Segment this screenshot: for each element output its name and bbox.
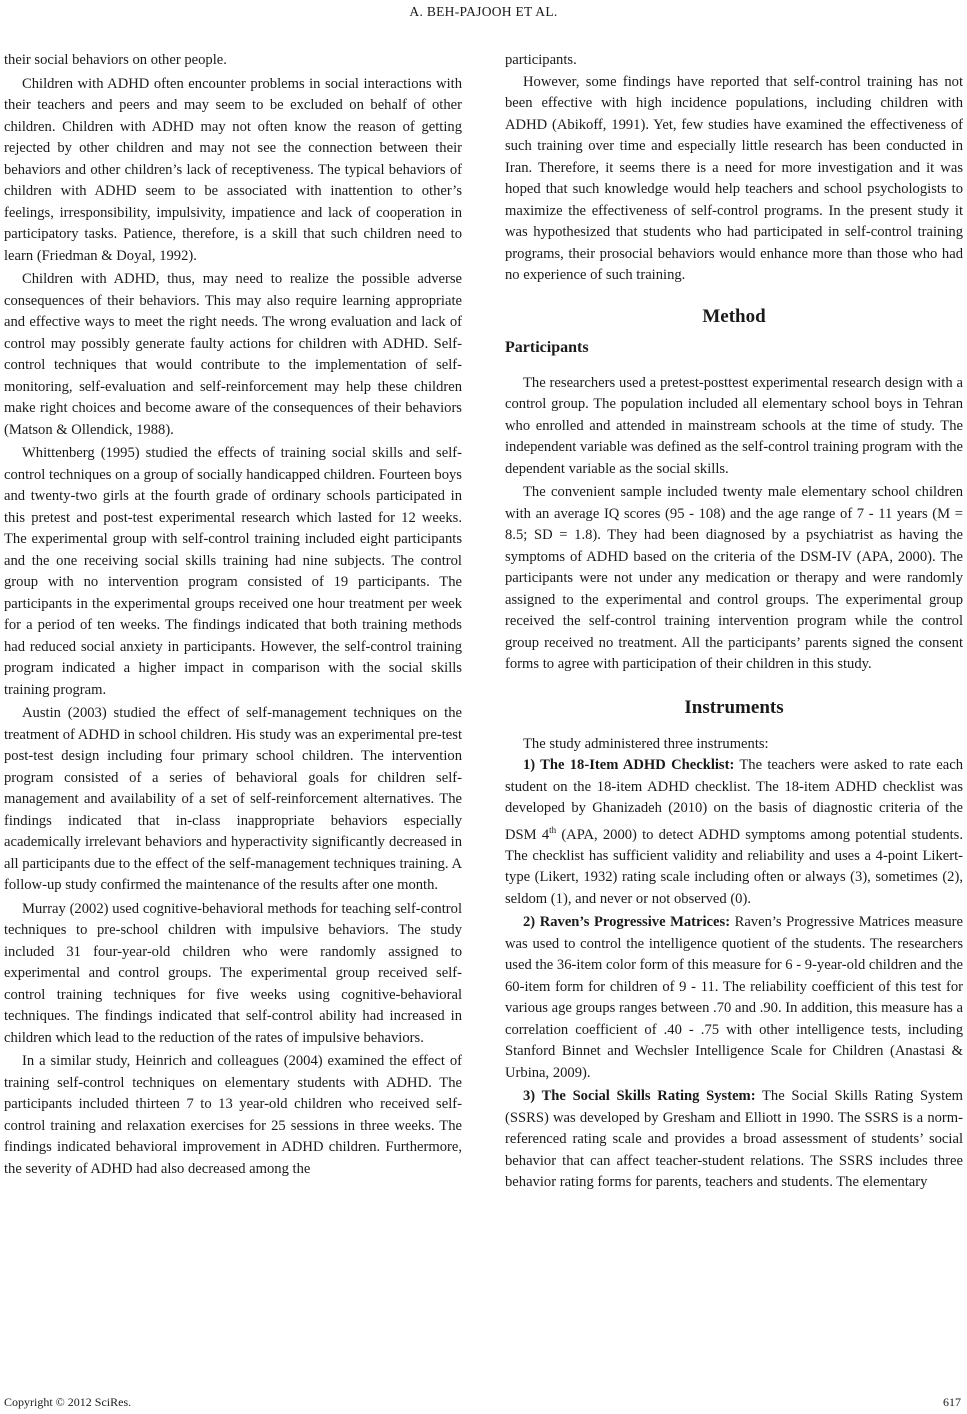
left-column [4, 50, 462, 1180]
instrument-text: The teachers were asked to rate each student on the 18-item ADHD checklist. The 18-item ADHD checklist was developed by Ghanizadeh (2010) on the basis of diagnostic criteria of the DSM 4 [505, 757, 964, 843]
paragraph: However, some findings have reported that self-control training has not been effective with high incidence populations, including children with ADHD (Abikoff, 1991). Yet, few studies have examined the effectiveness of such training over time and especially little research has been conducted in Iran. Therefore, it seems there is a need for more investigation and it was hoped that such knowledge would help teachers and school psychologists to maximize the effectiveness of self-control programs. In the present study it was hypothesized that students who had participated in self-control training programs, their prosocial behaviors would enhance more than those who had no experience of such training. [505, 73, 963, 283]
instrument-text: (APA, 2000) to detect ADHD symptoms among potential students. The checklist has sufficient validity and reliability and uses a 4-point Likert-type (Likert, 1932) rating scale including often or always (3), sometimes (2), seldom (1), and never or not observed (0). [505, 826, 964, 907]
right-column [505, 50, 963, 1194]
footer-page-number: 617 [943, 1395, 961, 1409]
paragraph: Children with ADHD, thus, may need to realize the possible adverse consequences of their behaviors. This may also require learning appropriate and effective ways to meet the right needs. The wrong evaluation and lack of control may possibly generate faulty actions for children with ADHD. Self-control techniques that would contribute to the implementation of self-monitoring, self-evaluation and self-reinforcement may help these children make right choices and become aware of the consequences of their behaviors (Matson & Ollendick, 1988). [4, 271, 462, 438]
running-head: A. BEH-PAJOOH ET AL. [409, 4, 558, 19]
footer-copyright: Copyright © 2012 SciRes. [4, 1395, 132, 1409]
paragraph: participants. [505, 52, 577, 68]
paragraph: In a similar study, Heinrich and colleagues (2004) examined the effect of training self-control techniques on elementary students with ADHD. The participants included thirteen 7 to 13 year-old children who received self-control training and relaxation exercises for 25 sessions in three weeks. The findings indicated behavioral improvement in ADHD children. Furthermore, the severity of ADHD had also decreased among the [4, 1053, 462, 1177]
instrument-text: Raven’s Progressive Matrices measure was used to control the intelligence quotient of the students. The researchers used the 36-item color form of this measure for 6 - 9-year-old children and the 60-item form for children of 9 - 11. The reliability coefficient of this test for various age groups ranges between .70 and .90. In addition, this measure has a correlation coefficient of .40 - .75 with other intelligence tests, including Stanford Binnet and Wechsler Intelligence Scale for Children (Anastasi & Urbina, 2009). [505, 914, 963, 1081]
instrument-label: 2) Raven’s Progressive Matrices: [523, 914, 731, 931]
instrument-text: The Social Skills Rating System (SSRS) was developed by Gresham and Elliott in 1990. The SSRS is a norm-referenced rating scale and provides a broad assessment of students’ social behavior that can affect teacher-student relations. The SSRS includes three behavior rating forms for parents, teachers and students. The elementary [505, 1088, 963, 1191]
paragraph: Austin (2003) studied the effect of self-management techniques on the treatment of ADHD in school children. His study was an experimental pre-test post-test design including four primary school children. The intervention program consisted of a series of behavioral goals for children self-management and availability of a set of self-reinforcement alternatives. The findings indicated that in-class inappropriate behaviors especially academically irrelevant behaviors and hyperactivity significantly decreased in all participants due to the effect of the self-management techniques training. A follow-up study confirmed the maintenance of the results after one month. [4, 705, 462, 893]
subheading-participants: Participants [505, 338, 589, 356]
paragraph: Whittenberg (1995) studied the effects of training social skills and self-control techniques on a group of socially handicapped children. Fourteen boys and twenty-two girls at the fourth grade of ordinary schools participated in this pretest and post-test experimental research which lasted for 12 weeks. The experimental group with self-control training included eight participants and the one receiving social skills training had nine subjects. The control group with no intervention program consisted of 19 participants. The participants in the experimental groups received one hour treatment per week for a period of ten weeks. The findings indicated that both training methods had reduced social anxiety in participants. However, the self-control training program indicated a higher impact in comparison with the social skills training program. [4, 445, 462, 698]
paragraph: The study administered three instruments: [523, 735, 769, 752]
paragraph: Murray (2002) used cognitive-behavioral methods for teaching self-control techniques to pre-school children with impulsive behaviors. The study included 31 four-year-old children who were randomly assigned to experimental and control groups. The experimental group received self-control training techniques for five weeks using cognitive-behavioral techniques. The findings indicated that self-control ability had increased in children which lead to the reduction of the rates of impulsive behaviors. [4, 900, 462, 1046]
instrument-label: 1) The 18-Item ADHD Checklist: [523, 757, 735, 773]
paragraph: The researchers used a pretest-posttest experimental research design with a control group. The population included all elementary school boys in Tehran who enrolled and attended in mainstream schools at the time of study. The independent variable was defined as the self-control training program with the dependent variable as the social skills. [505, 374, 963, 477]
paragraph: their social behaviors on other people. [4, 52, 227, 68]
instrument-item-2 [505, 912, 963, 1084]
instrument-label: 3) The Social Skills Rating System: [523, 1088, 756, 1105]
section-heading-method: Method [702, 305, 766, 327]
instrument-item-1 [505, 755, 963, 910]
paragraph: Children with ADHD often encounter problems in social interactions with their teachers and peers and may seem to be excluded on behalf of other children. Children with ADHD may not often know the reason of getting rejected by other children and may not see the connection between their behaviors and other children’s lack of receptiveness. The typical behaviors of children with ADHD seem to be associated with inattention to other’s feelings, irresponsibility, impulsivity, impatience and lack of cooperation in participatory tasks. Patience, therefore, is a skill that such children need to learn (Friedman & Doyal, 1992). [4, 75, 462, 264]
instrument-item-3 [505, 1086, 963, 1194]
superscript: th [549, 824, 557, 835]
section-heading-instruments: Instruments [684, 696, 784, 718]
paragraph: The convenient sample included twenty male elementary school children with an average IQ scores (95 - 108) and the age range of 7 - 11 years (M = 8.5; SD = 1.8). They had been diagnosed by a psychiatrist as having the symptoms of ADHD based on the criteria of the DSM-IV (APA, 2000). The participants were not under any medication or therapy and were randomly assigned to the experimental and control groups. The experimental group received the self-control training intervention program while the control group received no treatment. All the participants’ parents signed the consent forms to agree with participation of their children in this study. [505, 484, 963, 672]
